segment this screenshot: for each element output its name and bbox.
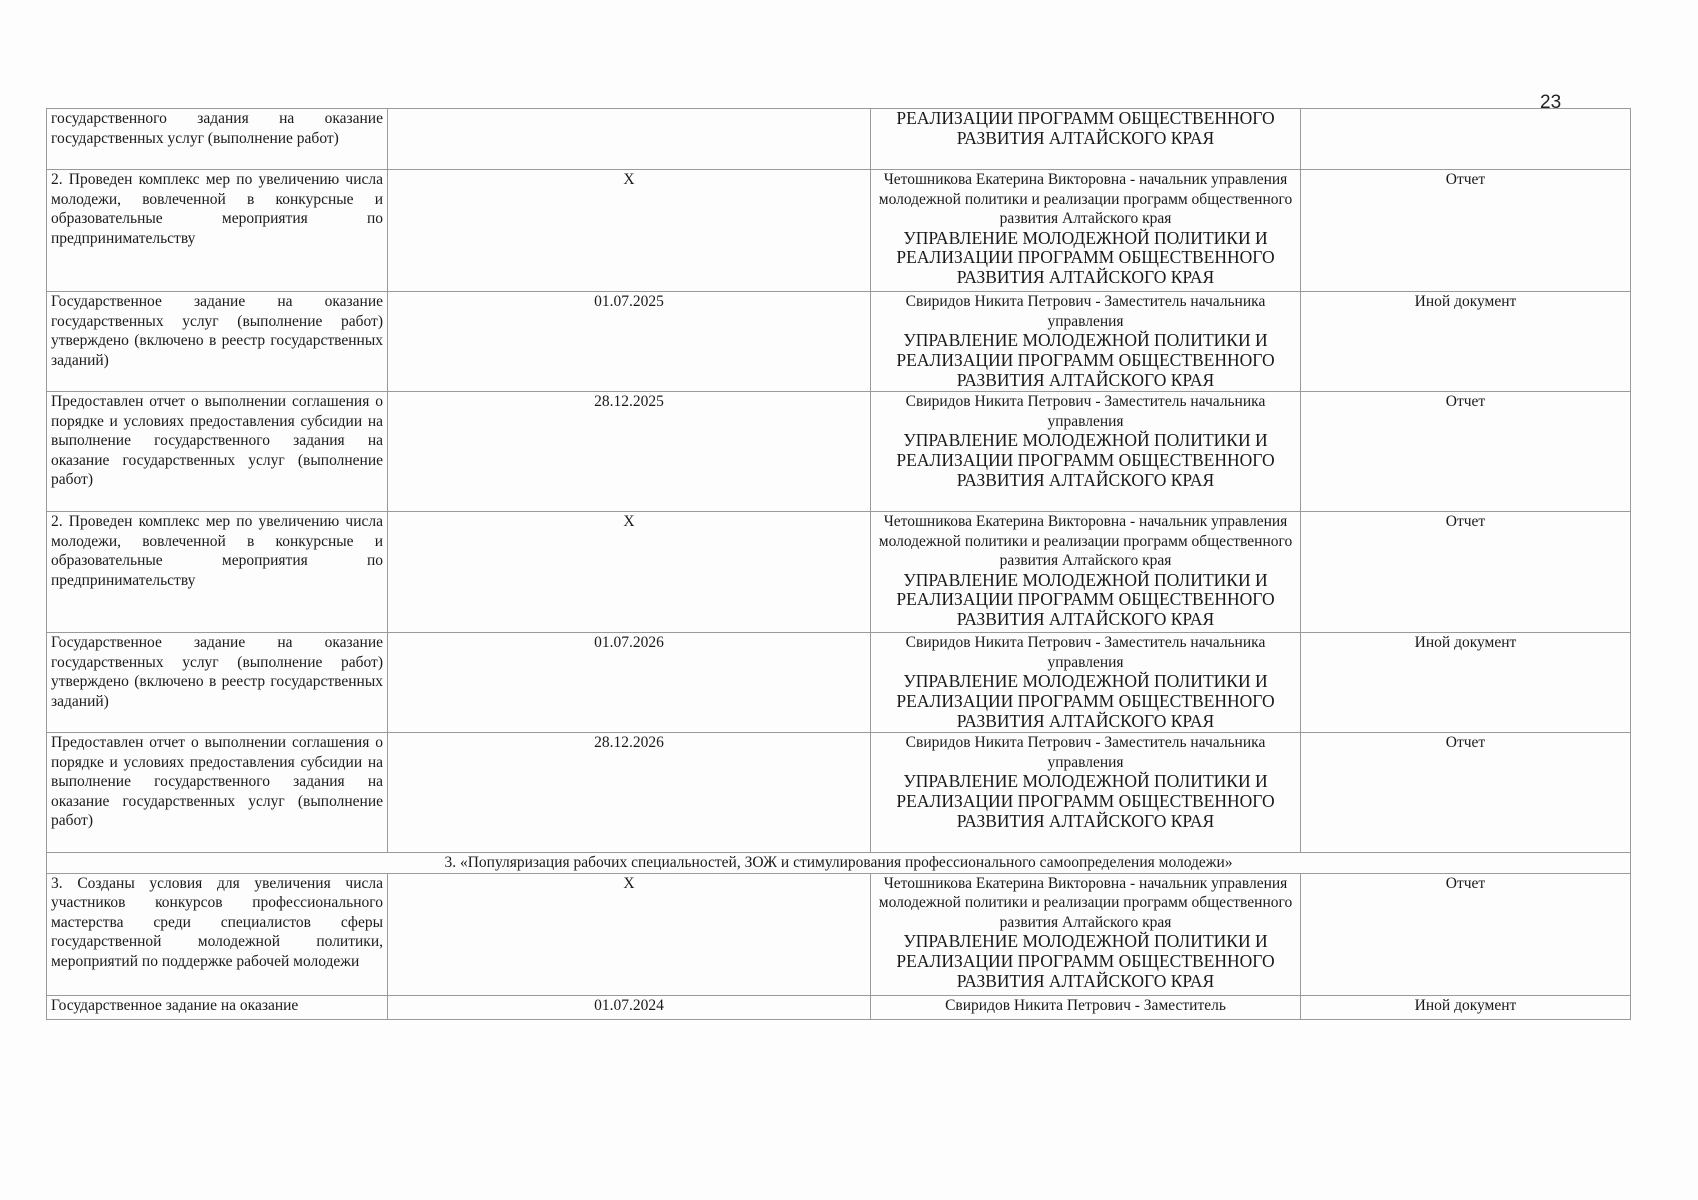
plan-table	[46, 108, 1631, 1020]
document-cell: Иной документ	[1301, 995, 1631, 1019]
page-number: 23	[1540, 92, 1562, 113]
responsible-person: Свиридов Никита Петрович - Заместитель начальника управления	[905, 734, 1266, 771]
responsible-org: УПРАВЛЕНИЕ МОЛОДЕЖНОЙ ПОЛИТИКИ И РЕАЛИЗАЦИИ ПРОГРАММ ОБЩЕСТВЕННОГО РАЗВИТИЯ АЛТАЙСКОГО КРАЯ	[896, 330, 1275, 390]
date-cell: 01.07.2026	[388, 633, 871, 733]
responsible-cell	[871, 633, 1301, 733]
responsible-person: Свиридов Никита Петрович - Заместитель начальника управления	[905, 393, 1266, 430]
responsible-person: Четошникова Екатерина Викторовна - начальник управления молодежной политики и реализации программ общественного развития Алтайского края	[878, 874, 1293, 931]
table-row	[47, 512, 1631, 633]
date-cell	[388, 109, 871, 170]
table-row	[47, 873, 1631, 995]
document-cell: Отчет	[1301, 873, 1631, 995]
result-cell: 2. Проведен комплекс мер по увеличению числа молодежи, вовлеченной в конкурсные и образовательные мероприятия по предпринимательству	[47, 512, 388, 633]
responsible-cell	[871, 392, 1301, 512]
document-cell	[1301, 109, 1631, 170]
responsible-cell	[871, 733, 1301, 853]
responsible-cell	[871, 109, 1301, 170]
date-cell: 01.07.2025	[388, 292, 871, 392]
responsible-person: Свиридов Никита Петрович - Заместитель начальника управления	[905, 634, 1266, 671]
document-cell: Отчет	[1301, 170, 1631, 292]
document-cell: Иной документ	[1301, 292, 1631, 392]
responsible-cell	[871, 873, 1301, 995]
result-cell: Предоставлен отчет о выполнении соглашения о порядке и условиях предоставления субсидии на выполнение государственного задания на оказание государственных услуг (выполнение работ)	[47, 392, 388, 512]
responsible-org: РЕАЛИЗАЦИИ ПРОГРАММ ОБЩЕСТВЕННОГО РАЗВИТИЯ АЛТАЙСКОГО КРАЯ	[896, 108, 1275, 148]
responsible-cell	[871, 292, 1301, 392]
responsible-org: УПРАВЛЕНИЕ МОЛОДЕЖНОЙ ПОЛИТИКИ И РЕАЛИЗАЦИИ ПРОГРАММ ОБЩЕСТВЕННОГО РАЗВИТИЯ АЛТАЙСКОГО КРАЯ	[896, 227, 1275, 288]
table-row	[47, 292, 1631, 392]
section-row	[47, 853, 1631, 874]
result-cell: 2. Проведен комплекс мер по увеличению числа молодежи, вовлеченной в конкурсные и образовательные мероприятия по предпринимательству	[47, 170, 388, 292]
table-row	[47, 392, 1631, 512]
result-cell: Государственное задание на оказание государственных услуг (выполнение работ) утверждено (включено в реестр государственных заданий)	[47, 633, 388, 733]
date-cell: X	[388, 512, 871, 633]
document-cell: Иной документ	[1301, 633, 1631, 733]
responsible-person: Четошникова Екатерина Викторовна - начальник управления молодежной политики и реализации программ общественного развития Алтайского края	[878, 513, 1293, 569]
table-row	[47, 633, 1631, 733]
responsible-org: УПРАВЛЕНИЕ МОЛОДЕЖНОЙ ПОЛИТИКИ И РЕАЛИЗАЦИИ ПРОГРАММ ОБЩЕСТВЕННОГО РАЗВИТИЯ АЛТАЙСКОГО КРАЯ	[896, 569, 1275, 630]
result-cell: Государственное задание на оказание	[47, 995, 388, 1019]
responsible-person: Свиридов Никита Петрович - Заместитель	[945, 996, 1226, 1014]
date-cell: X	[388, 170, 871, 292]
document-cell: Отчет	[1301, 392, 1631, 512]
result-cell: 3. Созданы условия для увеличения числа участников конкурсов профессионального мастерства среди специалистов сферы государственной молодежной политики, мероприятий по поддержке рабочей молодежи	[47, 873, 388, 995]
responsible-org: УПРАВЛЕНИЕ МОЛОДЕЖНОЙ ПОЛИТИКИ И РЕАЛИЗАЦИИ ПРОГРАММ ОБЩЕСТВЕННОГО РАЗВИТИЯ АЛТАЙСКОГО КРАЯ	[896, 771, 1275, 831]
date-cell: 28.12.2026	[388, 733, 871, 853]
date-cell: 01.07.2024	[388, 995, 871, 1019]
responsible-org: УПРАВЛЕНИЕ МОЛОДЕЖНОЙ ПОЛИТИКИ И РЕАЛИЗАЦИИ ПРОГРАММ ОБЩЕСТВЕННОГО РАЗВИТИЯ АЛТАЙСКОГО КРАЯ	[896, 430, 1275, 490]
date-cell: 28.12.2025	[388, 392, 871, 512]
responsible-cell	[871, 512, 1301, 633]
responsible-cell	[871, 995, 1301, 1019]
document-cell: Отчет	[1301, 512, 1631, 633]
table-row	[47, 170, 1631, 292]
table-row	[47, 733, 1631, 853]
responsible-org: УПРАВЛЕНИЕ МОЛОДЕЖНОЙ ПОЛИТИКИ И РЕАЛИЗАЦИИ ПРОГРАММ ОБЩЕСТВЕННОГО РАЗВИТИЯ АЛТАЙСКОГО КРАЯ	[896, 931, 1275, 991]
responsible-cell	[871, 170, 1301, 292]
section-title: 3. «Популяризация рабочих специальностей, ЗОЖ и стимулирования профессионального самоопределения молодежи»	[47, 853, 1631, 874]
responsible-org: УПРАВЛЕНИЕ МОЛОДЕЖНОЙ ПОЛИТИКИ И РЕАЛИЗАЦИИ ПРОГРАММ ОБЩЕСТВЕННОГО РАЗВИТИЯ АЛТАЙСКОГО КРАЯ	[896, 671, 1275, 731]
document-cell: Отчет	[1301, 733, 1631, 853]
responsible-person: Четошникова Екатерина Викторовна - начальник управления молодежной политики и реализации программ общественного развития Алтайского края	[878, 171, 1293, 227]
date-cell: X	[388, 873, 871, 995]
table-row	[47, 109, 1631, 170]
table-row	[47, 995, 1631, 1019]
result-cell: государственного задания на оказание государственных услуг (выполнение работ)	[47, 109, 388, 170]
result-cell: Предоставлен отчет о выполнении соглашения о порядке и условиях предоставления субсидии на выполнение государственного задания на оказание государственных услуг (выполнение работ)	[47, 733, 388, 853]
result-cell: Государственное задание на оказание государственных услуг (выполнение работ) утверждено (включено в реестр государственных заданий)	[47, 292, 388, 392]
responsible-person: Свиридов Никита Петрович - Заместитель начальника управления	[905, 293, 1266, 330]
